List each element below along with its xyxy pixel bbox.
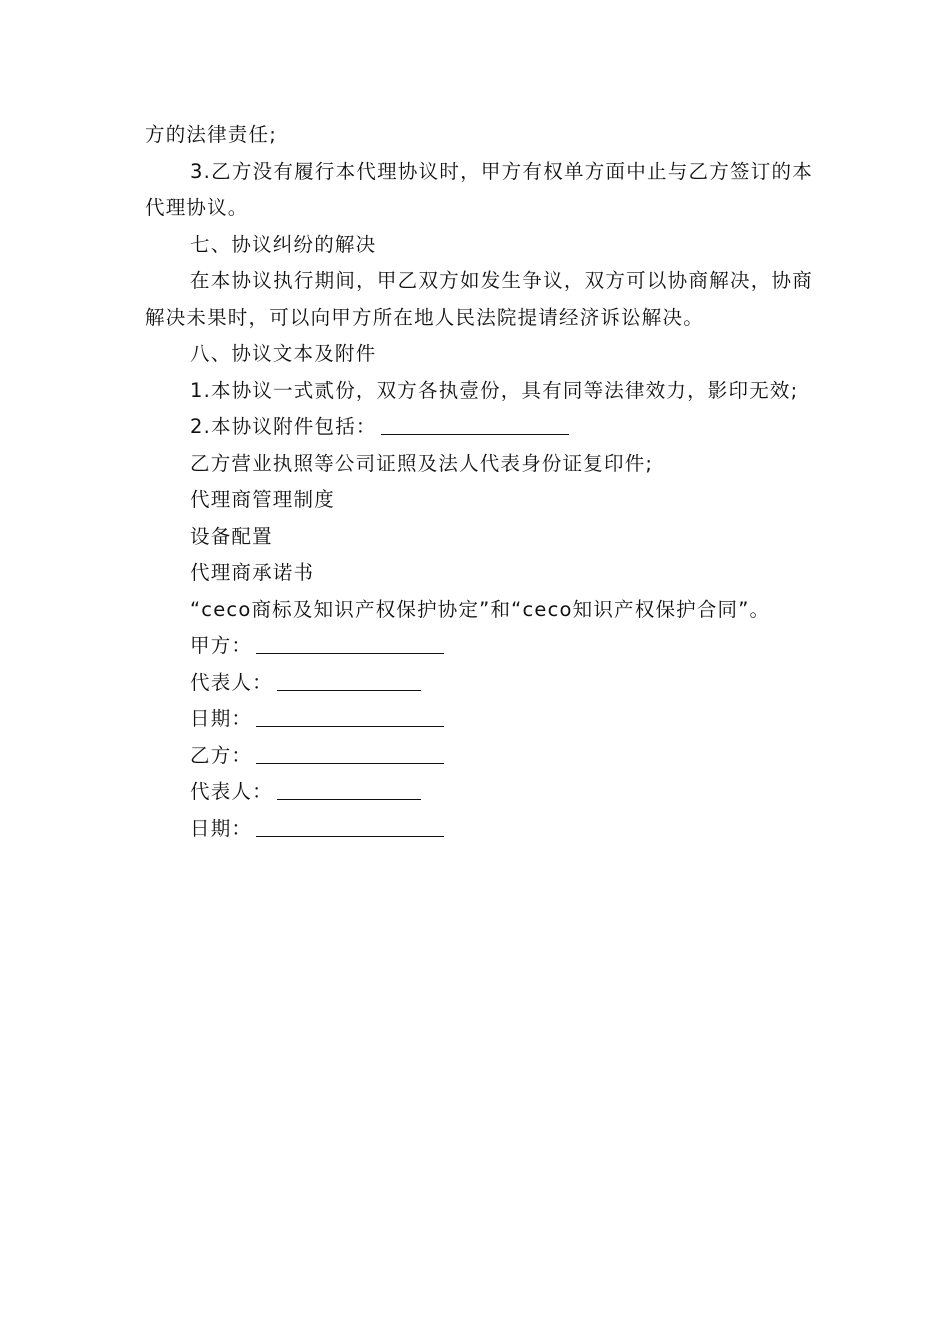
signature-blank xyxy=(256,741,444,764)
section-heading-attachments: 八、协议文本及附件 xyxy=(190,342,377,365)
attachment-item: 乙方营业执照等公司证照及法人代表身份证复印件; xyxy=(190,451,654,475)
paragraph-dispute-resolution: 在本协议执行期间，甲乙双方如发生争议，双方可以协商解决，协商解决未果时，可以向甲方所在地人民法院提请经济诉讼解决。 xyxy=(145,269,813,329)
signature-label: 日期： xyxy=(190,707,253,730)
signature-label: 日期： xyxy=(190,816,253,840)
paragraph-liability-end: 方的法律责任; xyxy=(145,123,277,146)
signature-label: 代表人： xyxy=(190,780,273,803)
paragraph-clause-3: 3.乙方没有履行本代理协议时，甲方有权单方面中止与乙方签订的本代理协议。 xyxy=(145,159,813,219)
attachment-item: 设备配置 xyxy=(190,524,273,548)
signature-blank xyxy=(277,777,421,800)
paragraph-copies: 1.本协议一式贰份，双方各执壹份，具有同等法律效力，影印无效; xyxy=(190,378,799,402)
signature-label: 乙方： xyxy=(190,743,253,767)
attachments-line xyxy=(145,409,813,446)
attachment-item: 代理商承诺书 xyxy=(190,561,315,584)
signature-party-b xyxy=(145,738,813,775)
attachments-blank xyxy=(381,412,569,435)
signature-blank xyxy=(256,704,444,727)
document-body xyxy=(145,117,813,847)
signature-party-a xyxy=(145,628,813,665)
signature-label: 甲方： xyxy=(190,634,253,657)
signature-date-a xyxy=(145,701,813,738)
section-heading-dispute: 七、协议纠纷的解决 xyxy=(190,232,377,256)
attachment-item: 代理商管理制度 xyxy=(190,488,335,511)
signature-representative-b xyxy=(145,774,813,811)
signature-label: 代表人： xyxy=(190,670,273,694)
signature-blank xyxy=(277,668,421,691)
signature-blank xyxy=(256,631,444,654)
attachment-item: “ceco商标及知识产权保护协定”和“ceco知识产权保护合同”。 xyxy=(190,597,771,621)
attachments-label: 2.本协议附件包括： xyxy=(190,415,377,438)
signature-date-b xyxy=(145,811,813,848)
signature-representative-a xyxy=(145,665,813,702)
signature-blank xyxy=(256,814,444,837)
